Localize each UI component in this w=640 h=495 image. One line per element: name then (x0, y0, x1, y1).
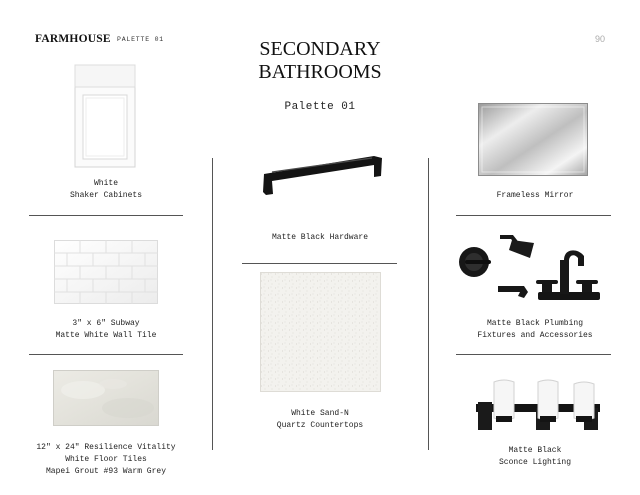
countertops-caption-line1: White Sand-N (291, 409, 349, 418)
lighting-caption-line2: Sconce Lighting (498, 458, 571, 467)
floor-tile-caption-line1: 12″ x 24″ Resilience Vitality (36, 443, 176, 452)
divider-left-1 (29, 215, 183, 216)
brand-name: FARMHOUSE (35, 33, 111, 45)
plumbing-caption-line2: Fixtures and Accessories (477, 331, 593, 340)
subway-tile-image (54, 240, 158, 304)
frameless-mirror-image (478, 103, 588, 176)
hardware-caption (214, 232, 426, 244)
cabinets-caption-line2: Shaker Cabinets (69, 191, 142, 200)
hardware-caption-line1: Matte Black Hardware (271, 233, 368, 242)
countertops-caption-line2: Quartz Countertops (276, 421, 364, 430)
plumbing-caption-line1: Matte Black Plumbing (486, 319, 583, 328)
divider-right-1 (456, 215, 611, 216)
page-number: 90 (594, 34, 605, 44)
lighting-caption-line1: Matte Black (508, 446, 562, 455)
page-subtitle: Palette 01 (284, 101, 356, 113)
page-title (220, 38, 420, 84)
cabinet-pull-image (258, 148, 388, 198)
sconce-lighting-image (474, 378, 602, 432)
quartz-countertop-image (260, 272, 381, 392)
column-divider-right (428, 158, 429, 450)
mirror-caption-line1: Frameless Mirror (496, 191, 574, 200)
divider-center-1 (242, 263, 397, 264)
floor-tile-caption (14, 442, 198, 478)
plumbing-caption (430, 318, 640, 342)
page-title-line1: SECONDARY (259, 38, 381, 60)
floor-tile-caption-line2: White Floor Tiles (65, 455, 147, 464)
mirror-caption (430, 190, 640, 202)
page-title-line2: BATHROOMS (258, 61, 382, 83)
floor-tile-caption-line3: Mapei Grout #93 Warm Grey (45, 467, 167, 476)
shaker-cabinet-image (74, 64, 136, 168)
palette-label: PALETTE 01 (117, 36, 165, 43)
countertops-caption (214, 408, 426, 432)
column-divider-left (212, 158, 213, 450)
lighting-caption (430, 445, 640, 469)
wall-tile-caption-line1: 3″ x 6″ Subway (72, 319, 140, 328)
cabinets-caption-line1: White (93, 179, 118, 188)
plumbing-fixtures-image (452, 230, 602, 312)
wall-tile-caption (29, 318, 183, 342)
floor-tile-image (53, 370, 159, 426)
divider-left-2 (29, 354, 183, 355)
wall-tile-caption-line2: Matte White Wall Tile (55, 331, 157, 340)
cabinets-caption (29, 178, 183, 202)
divider-right-2 (456, 354, 611, 355)
